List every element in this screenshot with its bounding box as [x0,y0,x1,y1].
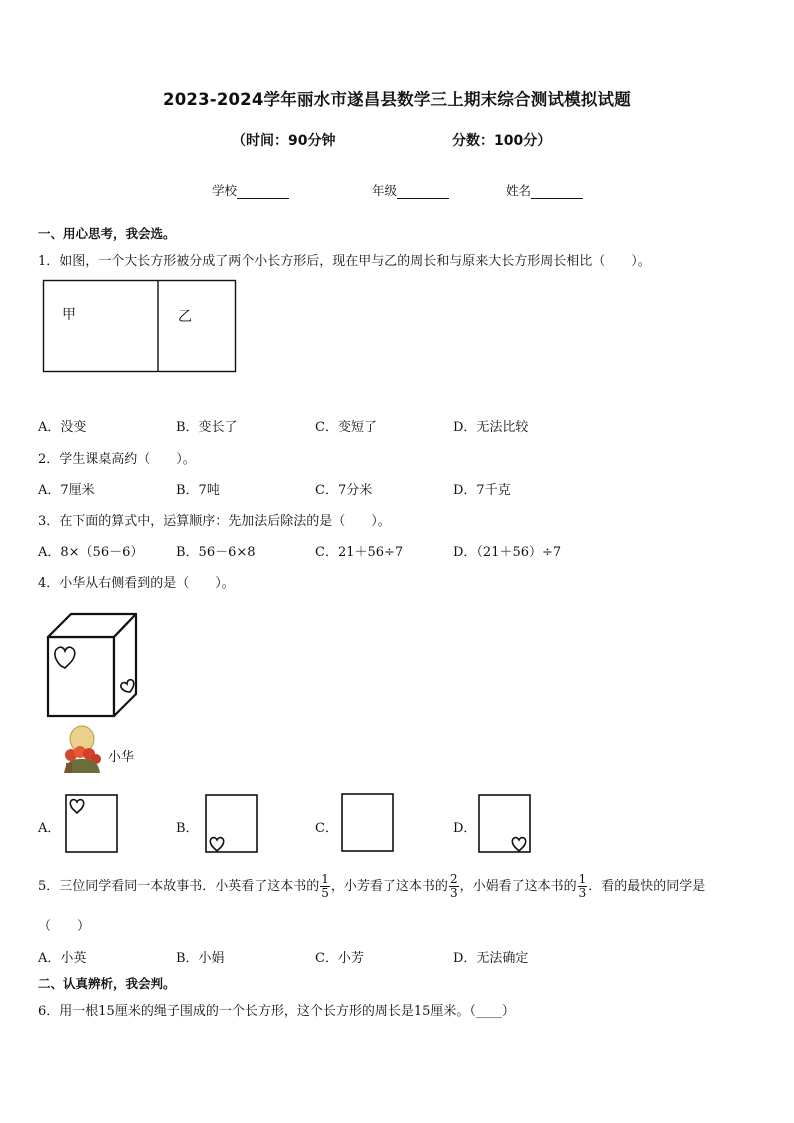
name-label: 姓名 [506,183,532,198]
q4-option-d[interactable]: D． [453,821,477,836]
school-label: 学校 [212,183,238,198]
q5-part1: 5．三位同学看同一本故事书．小英看了这本书的 [38,879,320,894]
name-field[interactable] [506,181,583,199]
q2-option-a[interactable]: A．7厘米 [38,483,95,498]
q5-part4: ．看的最快的同学是 [588,879,706,894]
q4-option-c[interactable]: C． [315,821,338,836]
q1-label-jia: 甲 [62,307,76,323]
q2-option-d[interactable]: D．7千克 [453,483,511,498]
q3-option-c[interactable]: C．21＋56÷7 [315,545,404,560]
time-label: （时间：90分钟 [232,133,336,149]
question-3-text: 3．在下面的算式中，运算顺序：先加法后除法的是（ ）。 [38,514,391,529]
school-field[interactable] [212,181,289,199]
xiaohua-label: 小华 [108,750,135,765]
grade-blank[interactable] [397,186,449,199]
xiaohua-person-icon [58,723,106,775]
grade-label: 年级 [372,183,398,198]
q1-label-yi: 乙 [178,309,192,325]
q5-fraction-1: $\frac{1}{5}$ [321,872,329,900]
q5-option-a[interactable]: A．小英 [38,951,87,966]
page-title: 2023-2024学年丽水市遂昌县数学三上期末综合测试模拟试题 [163,90,631,109]
q5-fraction-2: $\frac{2}{3}$ [449,872,458,900]
q3-option-a[interactable]: A．8×（56－6） [38,545,144,560]
q5-option-d[interactable]: D．无法确定 [453,951,529,966]
q5-part2: ，小芳看了这本书的 [330,879,448,894]
q1-option-d[interactable]: D．无法比较 [453,420,529,435]
q1-option-b[interactable]: B．变长了 [176,420,238,435]
q2-option-b[interactable]: B．7吨 [176,483,220,498]
section-heading-1: 一、用心思考，我会选。 [38,226,176,241]
q4-option-b-figure[interactable] [204,793,260,855]
q4-option-c-figure[interactable] [340,792,396,854]
q5-answer-blank[interactable]: （ ） [38,919,91,934]
school-blank[interactable] [237,186,289,199]
q1-option-a[interactable]: A．没变 [38,420,87,435]
question-4-text: 4．小华从右侧看到的是（ ）。 [38,576,235,591]
q4-cube-figure [44,610,140,722]
q3-option-d[interactable]: D．（21＋56）÷7 [453,545,562,560]
question-2-text: 2．学生课桌高约（ ）。 [38,452,196,467]
question-1-text: 1．如图，一个大长方形被分成了两个小长方形后，现在甲与乙的周长和与原来大长方形周长相比（ ）。 [38,254,651,269]
q4-option-d-figure[interactable] [477,793,533,855]
q4-option-b[interactable]: B． [176,821,199,836]
question-5-text [38,870,705,904]
question-6-text: 6．用一根15厘米的绳子围成的一个长方形，这个长方形的周长是15厘米。（____） [38,1004,515,1019]
q3-option-b[interactable]: B．56－6×8 [176,545,256,560]
q1-option-c[interactable]: C．变短了 [315,420,377,435]
q4-option-a[interactable]: A． [38,821,61,836]
q5-fraction-3: $\frac{1}{3}$ [578,872,587,900]
q5-option-c[interactable]: C．小芳 [315,951,364,966]
score-label: 分数：100分） [452,133,552,149]
q1-rectangle-figure [42,279,238,374]
q5-option-b[interactable]: B．小娟 [176,951,225,966]
q4-option-a-figure[interactable] [64,793,120,855]
grade-field[interactable] [372,181,449,199]
section-heading-2: 二、认真辨析，我会判。 [38,976,176,991]
q5-part3: ，小娟看了这本书的 [459,879,577,894]
q2-option-c[interactable]: C．7分米 [315,483,373,498]
name-blank[interactable] [531,186,583,199]
